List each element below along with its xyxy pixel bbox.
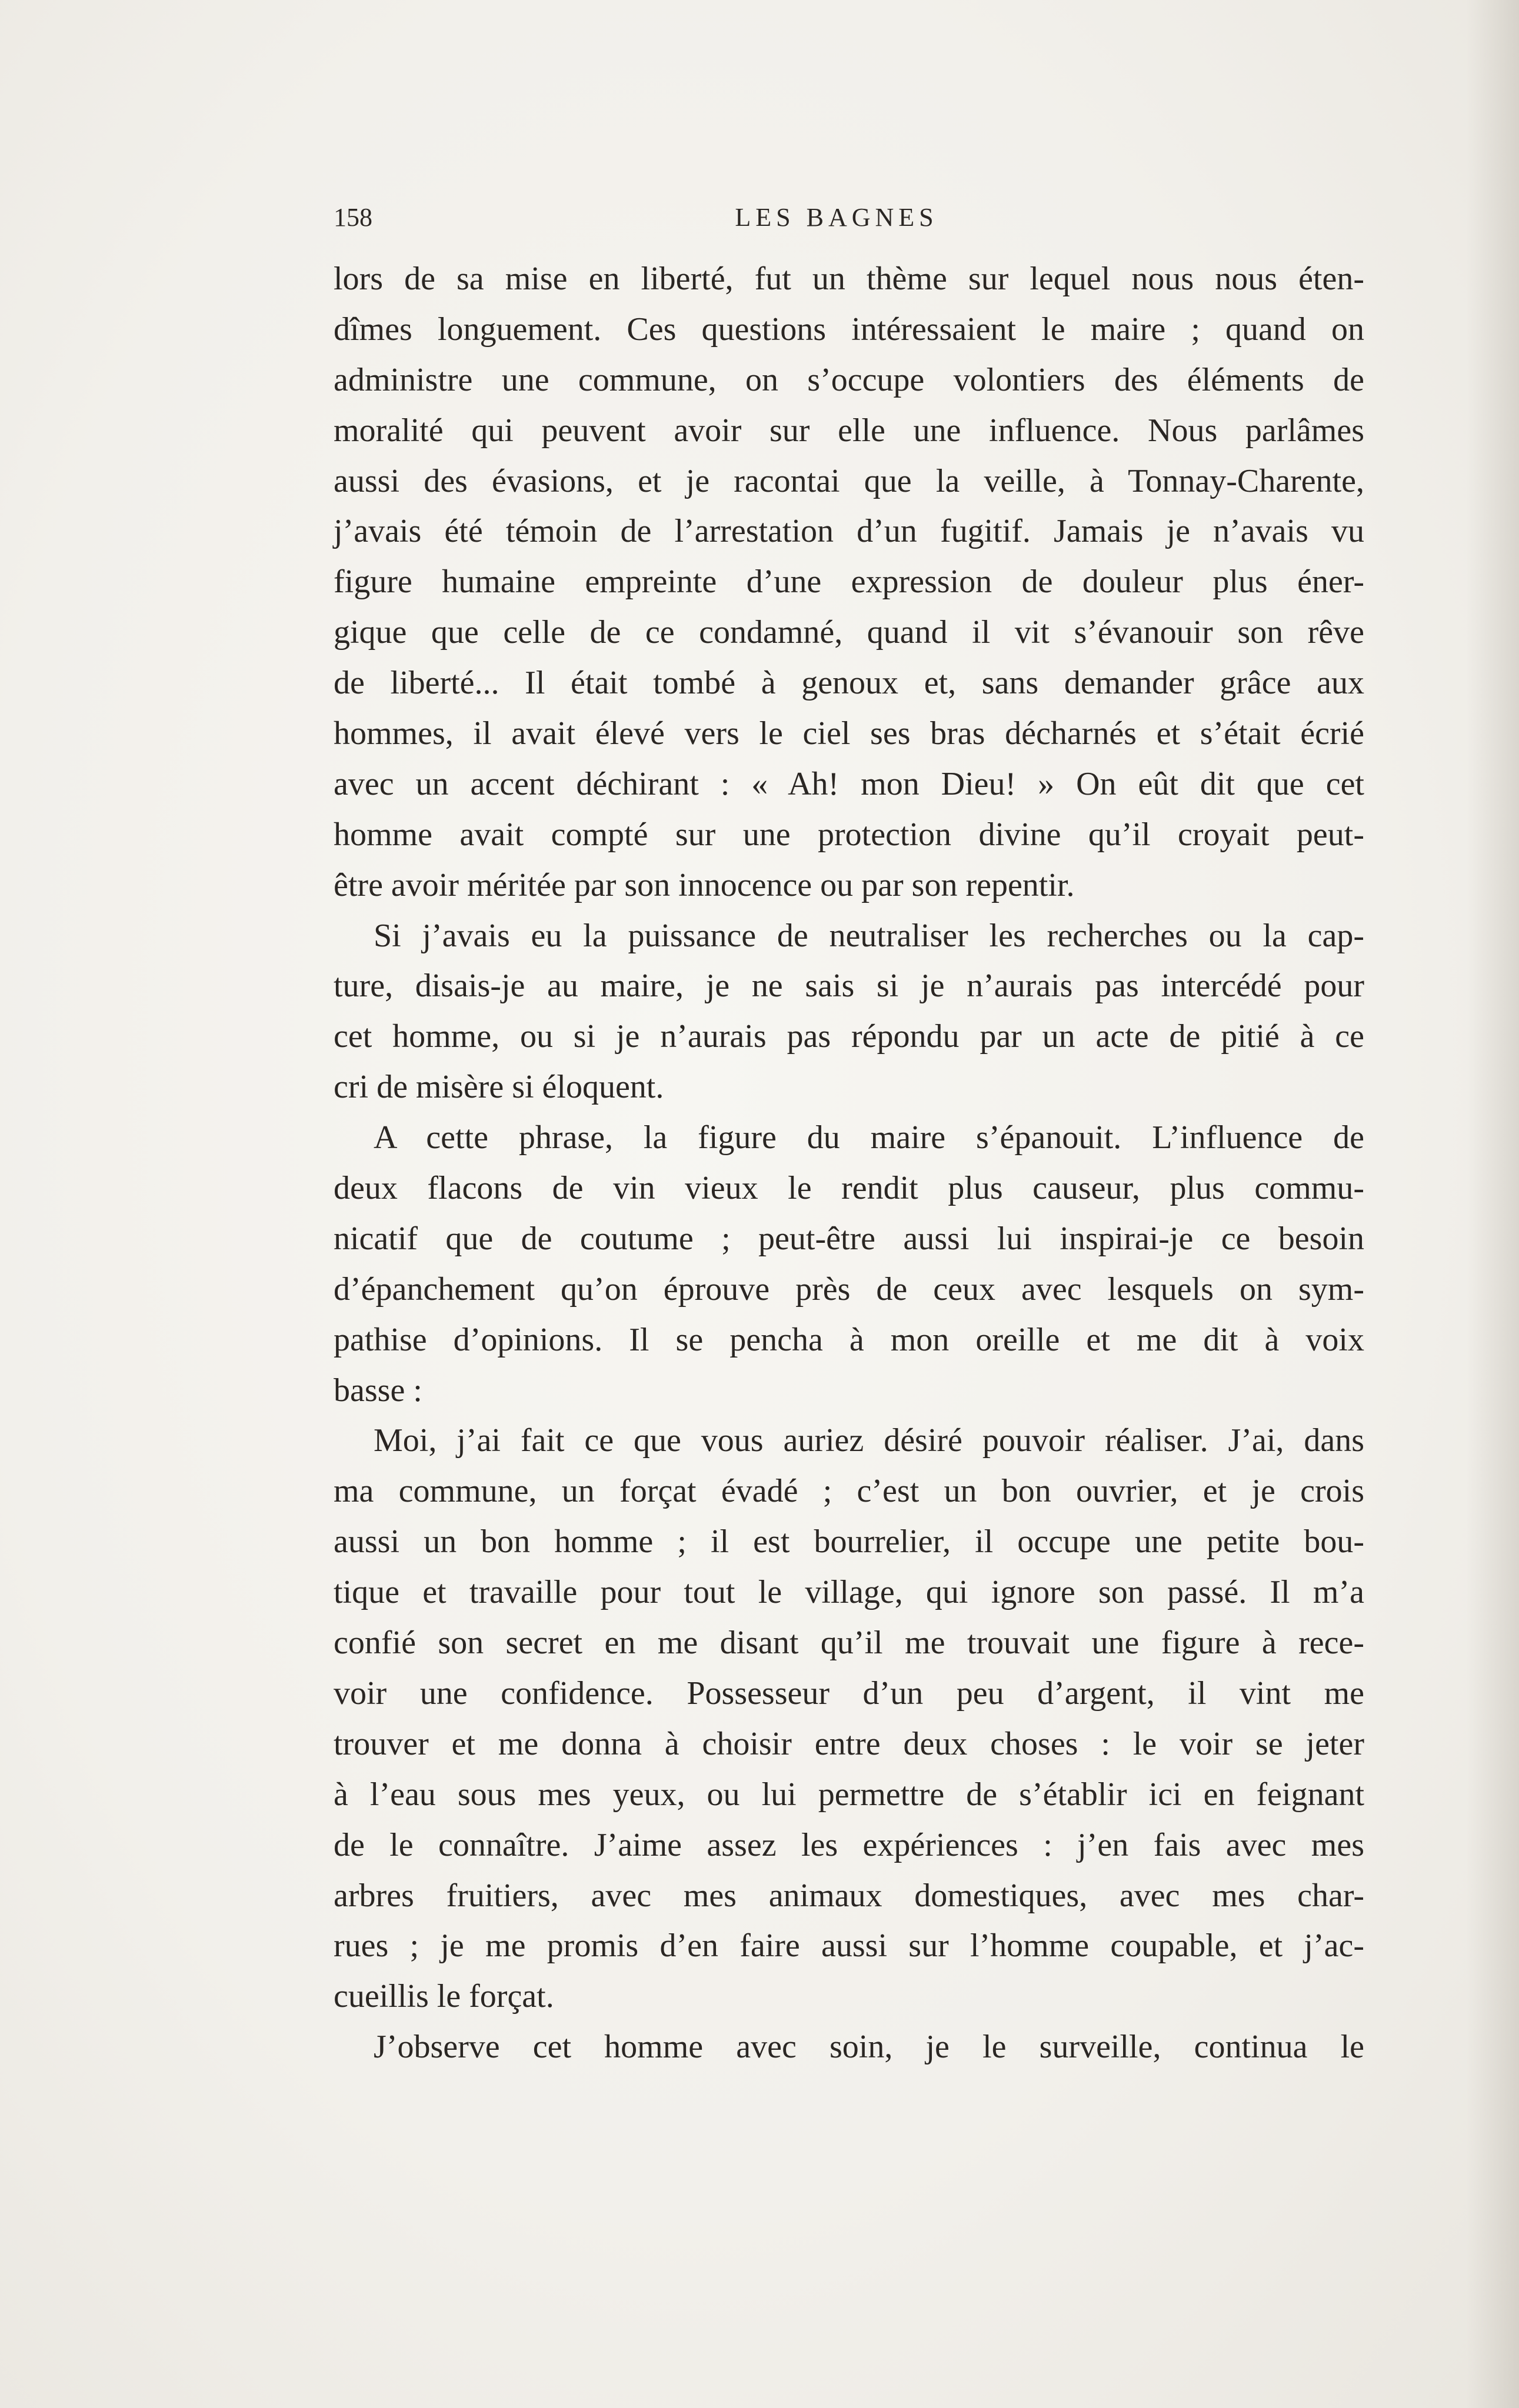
text-line: figure humaine empreinte d’une expression de douleur plus éner- <box>334 563 1364 601</box>
text-line: confié son secret en me disant qu’il me trouvait une figure à rece- <box>334 1625 1364 1662</box>
text-line: aussi un bon homme ; il est bourrelier, il occupe une petite bou- <box>334 1523 1364 1560</box>
text-line: avec un accent déchirant : « Ah! mon Dieu! » On eût dit que cet <box>334 765 1364 802</box>
paragraph <box>334 911 1364 1113</box>
text-line: trouver et me donna à choisir entre deux choses : le voir se jeter <box>334 1725 1364 1762</box>
page-number: 158 <box>334 203 372 232</box>
text-line: basse : <box>334 1372 422 1409</box>
text-line: cri de misère si éloquent. <box>334 1069 664 1106</box>
running-header <box>334 200 1363 235</box>
text-line: A cette phrase, la figure du maire s’épanouit. L’influence de <box>374 1119 1364 1156</box>
page-edge-shadow <box>1466 0 1519 2408</box>
paragraph <box>334 1416 1364 2022</box>
text-line: aussi des évasions, et je racontai que la veille, à Tonnay-Charente, <box>334 462 1364 499</box>
text-line: gique que celle de ce condamné, quand il vit s’évanouir son rêve <box>334 614 1364 651</box>
text-line: homme avait compté sur une protection divine qu’il croyait peut- <box>334 816 1364 853</box>
running-title: LES BAGNES <box>735 203 938 232</box>
text-line: à l’eau sous mes yeux, ou lui permettre de s’établir ici en feignant <box>334 1776 1364 1813</box>
text-line: Moi, j’ai fait ce que vous auriez désiré pouvoir réaliser. J’ai, dans <box>374 1422 1364 1459</box>
text-line: pathise d’opinions. Il se pencha à mon oreille et me dit à voix <box>334 1321 1364 1358</box>
body-text <box>334 254 1364 2073</box>
paragraph <box>334 2022 1364 2073</box>
paragraph <box>334 254 1364 911</box>
text-line: nicatif que de coutume ; peut-être aussi lui inspirai-je ce besoin <box>334 1220 1364 1257</box>
text-line: ma commune, un forçat évadé ; c’est un bon ouvrier, et je crois <box>334 1473 1364 1510</box>
text-line: dîmes longuement. Ces questions intéressaient le maire ; quand on <box>334 311 1364 348</box>
text-line: lors de sa mise en liberté, fut un thème sur lequel nous nous éten- <box>334 261 1364 297</box>
text-line: être avoir méritée par son innocence ou par son repentir. <box>334 866 1075 903</box>
text-line: rues ; je me promis d’en faire aussi sur l’homme coupable, et j’ac- <box>334 1927 1364 1965</box>
text-line: cet homme, ou si je n’aurais pas répondu par un acte de pitié à ce <box>334 1018 1364 1055</box>
paragraph <box>334 1113 1364 1416</box>
text-line: deux flacons de vin vieux le rendit plus causeur, plus commu- <box>334 1170 1364 1207</box>
text-line: voir une confidence. Possesseur d’un peu d’argent, il vint me <box>334 1675 1364 1712</box>
text-line: administre une commune, on s’occupe volontiers des éléments de <box>334 361 1364 398</box>
text-line: ture, disais-je au maire, je ne sais si je n’aurais pas intercédé pour <box>334 968 1364 1005</box>
text-line: j’avais été témoin de l’arrestation d’un fugitif. Jamais je n’avais vu <box>334 513 1364 550</box>
text-line: d’épanchement qu’on éprouve près de ceux avec lesquels on sym- <box>334 1270 1364 1308</box>
text-line: arbres fruitiers, avec mes animaux domestiques, avec mes char- <box>334 1877 1364 1914</box>
text-line: J’observe cet homme avec soin, je le surveille, continua le <box>374 2029 1364 2066</box>
text-line: de liberté... Il était tombé à genoux et, sans demander grâce aux <box>334 665 1364 702</box>
text-line: de le connaître. J’aime assez les expériences : j’en fais avec mes <box>334 1826 1364 1863</box>
text-line: cueillis le forçat. <box>334 1978 554 2015</box>
text-line: hommes, il avait élevé vers le ciel ses bras décharnés et s’était écrié <box>334 715 1364 752</box>
text-line: moralité qui peuvent avoir sur elle une influence. Nous parlâmes <box>334 412 1364 449</box>
text-line: Si j’avais eu la puissance de neutraliser les recherches ou la cap- <box>374 917 1364 954</box>
text-line: tique et travaille pour tout le village, qui ignore son passé. Il m’a <box>334 1574 1364 1611</box>
